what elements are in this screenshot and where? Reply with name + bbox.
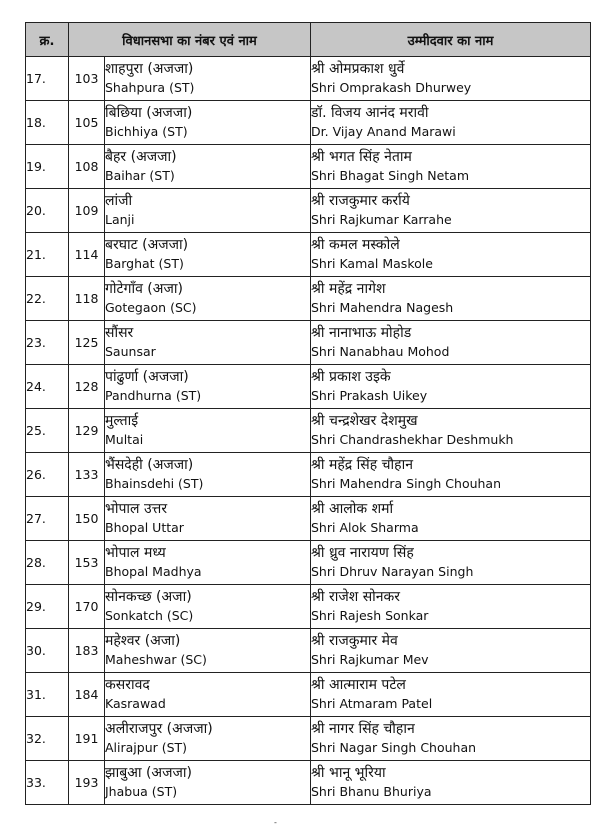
serial-cell: 26. (26, 453, 69, 497)
candidate-name-english: Shri Rajkumar Mev (311, 652, 429, 667)
constituency-name-english: Kasrawad (105, 696, 166, 711)
constituency-number-cell: 153 (69, 541, 105, 585)
candidate-name-hindi: श्री चन्द्रशेखर देशमुख (311, 413, 418, 429)
candidate-name-english: Shri Dhruv Narayan Singh (311, 564, 474, 579)
candidate-name-cell (311, 365, 591, 409)
candidate-name-english: Shri Rajkumar Karrahe (311, 212, 452, 227)
table-row (26, 409, 591, 453)
candidate-name-english: Shri Nagar Singh Chouhan (311, 740, 477, 755)
candidate-name-hindi: श्री राजकुमार कर्राये (311, 193, 410, 209)
candidate-name-cell (311, 321, 591, 365)
serial-cell: 20. (26, 189, 69, 233)
table-row (26, 717, 591, 761)
constituency-name-english: Bichhiya (ST) (105, 124, 188, 139)
candidate-name-cell (311, 453, 591, 497)
constituency-number-cell: 103 (69, 57, 105, 101)
constituency-number-cell: 183 (69, 629, 105, 673)
candidate-name-cell (311, 585, 591, 629)
constituency-number-cell: 170 (69, 585, 105, 629)
candidate-name-hindi: श्री राजकुमार मेव (311, 633, 398, 649)
constituency-number-cell: 191 (69, 717, 105, 761)
constituency-name-english: Saunsar (105, 344, 156, 359)
candidate-name-hindi: श्री नागर सिंह चौहान (311, 721, 415, 737)
candidate-name-english: Shri Chandrashekhar Deshmukh (311, 432, 514, 447)
candidate-name-cell (311, 101, 591, 145)
candidate-name-cell (311, 761, 591, 805)
candidate-name-hindi: डॉ. विजय आनंद मरावी (311, 105, 429, 121)
serial-cell: 22. (26, 277, 69, 321)
serial-cell: 17. (26, 57, 69, 101)
candidate-name-english: Shri Kamal Maskole (311, 256, 433, 271)
table-row (26, 321, 591, 365)
constituency-name-english: Jhabua (ST) (105, 784, 178, 799)
table-row (26, 541, 591, 585)
serial-cell: 25. (26, 409, 69, 453)
candidate-name-hindi: श्री कमल मस्कोले (311, 237, 400, 253)
constituency-name-hindi: पांढुर्णा (अजजा) (105, 369, 189, 385)
constituency-number-cell: 105 (69, 101, 105, 145)
constituency-name-hindi: भोपाल मध्य (105, 545, 166, 561)
candidate-name-hindi: श्री महेंद्र सिंह चौहान (311, 457, 413, 473)
constituency-name-english: Barghat (ST) (105, 256, 184, 271)
table-row (26, 101, 591, 145)
page-footer-mark: - (274, 818, 277, 827)
constituency-name-hindi: बैहर (अजजा) (105, 149, 177, 165)
constituency-name-cell (105, 321, 311, 365)
constituency-number-cell: 108 (69, 145, 105, 189)
constituency-name-cell (105, 101, 311, 145)
table-row (26, 365, 591, 409)
candidate-name-english: Shri Alok Sharma (311, 520, 419, 535)
candidate-name-english: Shri Bhagat Singh Netam (311, 168, 470, 183)
constituency-name-hindi: झाबुआ (अजजा) (105, 765, 192, 781)
serial-cell: 29. (26, 585, 69, 629)
constituency-name-cell (105, 585, 311, 629)
constituency-name-cell (105, 233, 311, 277)
candidate-name-english: Shri Nanabhau Mohod (311, 344, 450, 359)
constituency-name-english: Maheshwar (SC) (105, 652, 207, 667)
constituency-number-cell: 129 (69, 409, 105, 453)
candidate-name-hindi: श्री आत्माराम पटेल (311, 677, 406, 693)
serial-cell: 30. (26, 629, 69, 673)
candidate-name-cell (311, 233, 591, 277)
constituency-name-english: Multai (105, 432, 144, 447)
serial-cell: 27. (26, 497, 69, 541)
candidate-name-cell (311, 277, 591, 321)
serial-cell: 32. (26, 717, 69, 761)
constituency-name-cell (105, 761, 311, 805)
constituency-name-english: Bhainsdehi (ST) (105, 476, 204, 491)
table-row (26, 629, 591, 673)
candidate-name-cell (311, 673, 591, 717)
constituency-name-cell (105, 673, 311, 717)
constituency-number-cell: 184 (69, 673, 105, 717)
candidate-name-english: Shri Mahendra Singh Chouhan (311, 476, 502, 491)
header-serial: क्र. (26, 23, 69, 57)
candidate-name-english: Shri Bhanu Bhuriya (311, 784, 432, 799)
candidate-name-english: Shri Rajesh Sonkar (311, 608, 429, 623)
serial-cell: 19. (26, 145, 69, 189)
constituency-number-cell: 114 (69, 233, 105, 277)
table-row (26, 673, 591, 717)
constituency-name-hindi: बिछिया (अजजा) (105, 105, 193, 121)
candidate-list-table (25, 22, 591, 805)
candidate-name-english: Shri Mahendra Nagesh (311, 300, 454, 315)
constituency-name-english: Bhopal Madhya (105, 564, 202, 579)
serial-cell: 24. (26, 365, 69, 409)
table-body (26, 57, 591, 805)
serial-cell: 28. (26, 541, 69, 585)
constituency-name-cell (105, 409, 311, 453)
candidate-name-hindi: श्री आलोक शर्मा (311, 501, 394, 517)
constituency-name-english: Baihar (ST) (105, 168, 175, 183)
constituency-name-english: Shahpura (ST) (105, 80, 195, 95)
table-row (26, 189, 591, 233)
candidate-name-hindi: श्री ओमप्रकाश धुर्वे (311, 61, 405, 77)
table-row (26, 233, 591, 277)
constituency-name-cell (105, 365, 311, 409)
table-row (26, 585, 591, 629)
candidate-name-cell (311, 409, 591, 453)
candidate-name-english: Shri Prakash Uikey (311, 388, 428, 403)
candidate-name-cell (311, 497, 591, 541)
candidate-name-hindi: श्री प्रकाश उइके (311, 369, 391, 385)
constituency-name-english: Lanji (105, 212, 135, 227)
candidate-name-hindi: श्री भानू भूरिया (311, 765, 386, 781)
constituency-number-cell: 109 (69, 189, 105, 233)
constituency-number-cell: 150 (69, 497, 105, 541)
candidate-name-cell (311, 145, 591, 189)
candidate-name-hindi: श्री ध्रुव नारायण सिंह (311, 545, 414, 561)
constituency-name-hindi: शाहपुरा (अजजा) (105, 61, 194, 77)
table-row (26, 453, 591, 497)
constituency-name-cell (105, 277, 311, 321)
constituency-name-hindi: भैंसदेही (अजजा) (105, 457, 194, 473)
constituency-name-hindi: सौंसर (105, 325, 134, 341)
constituency-name-english: Gotegaon (SC) (105, 300, 197, 315)
candidate-name-cell (311, 189, 591, 233)
candidate-name-cell (311, 629, 591, 673)
table-header (26, 23, 591, 57)
constituency-name-english: Sonkatch (SC) (105, 608, 194, 623)
constituency-number-cell: 118 (69, 277, 105, 321)
candidate-name-hindi: श्री राजेश सोनकर (311, 589, 401, 605)
constituency-name-hindi: अलीराजपुर (अजजा) (105, 721, 213, 737)
header-candidate: उम्मीदवार का नाम (311, 23, 591, 57)
constituency-name-hindi: बरघाट (अजजा) (105, 237, 189, 253)
constituency-name-english: Pandhurna (ST) (105, 388, 202, 403)
constituency-name-english: Alirajpur (ST) (105, 740, 188, 755)
constituency-name-cell (105, 189, 311, 233)
constituency-name-cell (105, 629, 311, 673)
candidate-name-cell (311, 541, 591, 585)
table-row (26, 761, 591, 805)
header-row (26, 23, 591, 57)
constituency-name-hindi: मुल्ताई (105, 413, 139, 429)
constituency-name-hindi: गोटेगाँव (अजा) (105, 281, 183, 297)
constituency-name-cell (105, 541, 311, 585)
constituency-name-cell (105, 57, 311, 101)
constituency-name-hindi: महेश्वर (अजा) (105, 633, 181, 649)
constituency-number-cell: 128 (69, 365, 105, 409)
candidate-name-english: Dr. Vijay Anand Marawi (311, 124, 456, 139)
constituency-name-hindi: भोपाल उत्तर (105, 501, 168, 517)
table-row (26, 497, 591, 541)
constituency-name-english: Bhopal Uttar (105, 520, 184, 535)
serial-cell: 18. (26, 101, 69, 145)
constituency-name-cell (105, 717, 311, 761)
candidate-name-hindi: श्री भगत सिंह नेताम (311, 149, 412, 165)
candidate-name-hindi: श्री महेंद्र नागेश (311, 281, 386, 297)
constituency-number-cell: 193 (69, 761, 105, 805)
constituency-name-hindi: कसरावद (105, 677, 150, 693)
header-constituency: विधानसभा का नंबर एवं नाम (69, 23, 311, 57)
serial-cell: 31. (26, 673, 69, 717)
constituency-name-cell (105, 497, 311, 541)
serial-cell: 21. (26, 233, 69, 277)
serial-cell: 33. (26, 761, 69, 805)
table-row (26, 57, 591, 101)
constituency-number-cell: 125 (69, 321, 105, 365)
candidate-name-cell (311, 717, 591, 761)
serial-cell: 23. (26, 321, 69, 365)
constituency-name-cell (105, 145, 311, 189)
candidate-name-hindi: श्री नानाभाऊ मोहोड (311, 325, 412, 341)
constituency-name-cell (105, 453, 311, 497)
constituency-name-hindi: लांजी (105, 193, 133, 209)
candidate-name-cell (311, 57, 591, 101)
candidate-name-english: Shri Atmaram Patel (311, 696, 433, 711)
table-row (26, 277, 591, 321)
candidate-name-english: Shri Omprakash Dhurwey (311, 80, 472, 95)
table-row (26, 145, 591, 189)
constituency-number-cell: 133 (69, 453, 105, 497)
constituency-name-hindi: सोनकच्छ (अजा) (105, 589, 192, 605)
